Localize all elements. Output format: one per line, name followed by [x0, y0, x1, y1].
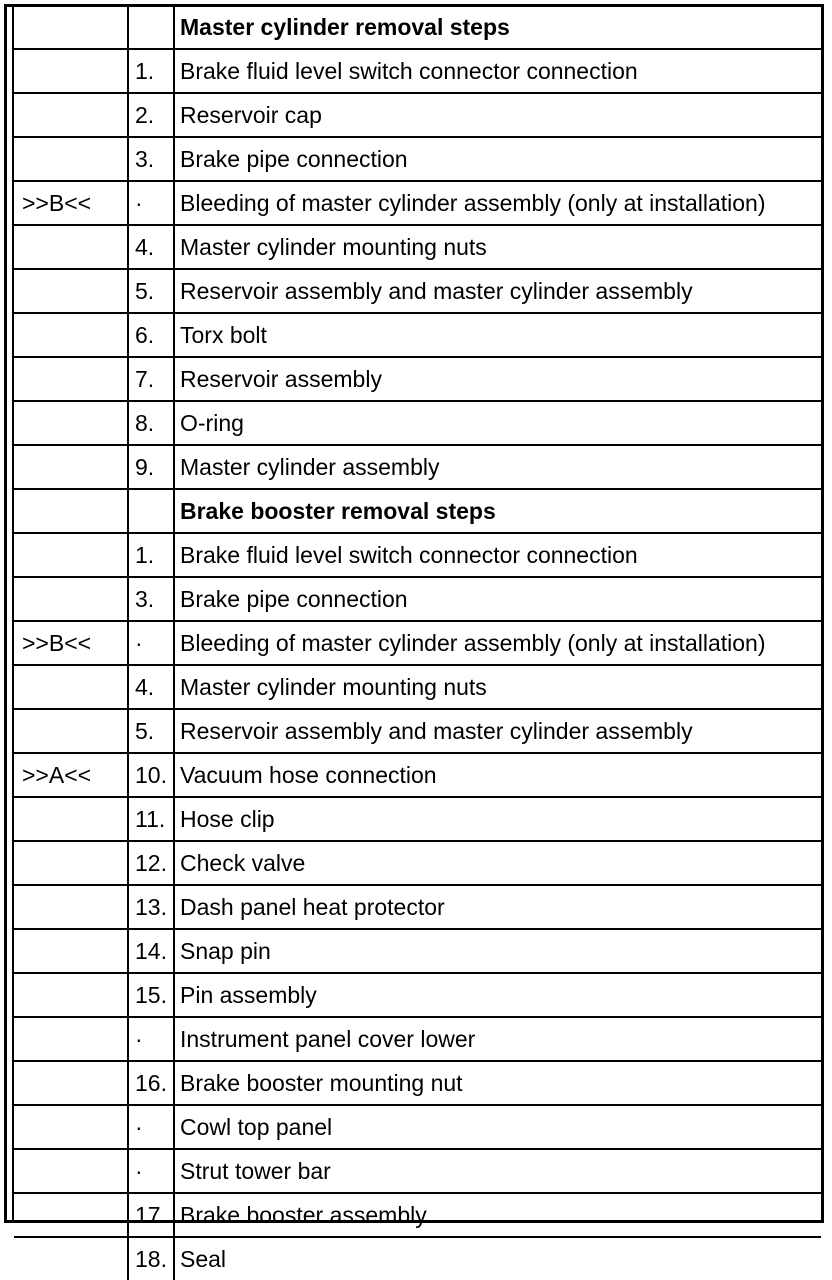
- step-description-cell: Check valve: [174, 841, 821, 885]
- table-row: [14, 357, 821, 401]
- step-number-cell: ·: [128, 181, 174, 225]
- step-description-cell: Pin assembly: [174, 973, 821, 1017]
- step-number-cell: 4.: [128, 665, 174, 709]
- reference-mark-cell: >>B<<: [14, 621, 128, 665]
- reference-mark-cell: [14, 489, 128, 533]
- table-row: [14, 269, 821, 313]
- table-row: [14, 1017, 821, 1061]
- step-description-cell: Master cylinder mounting nuts: [174, 665, 821, 709]
- step-description-cell: Instrument panel cover lower: [174, 1017, 821, 1061]
- step-description-cell: Brake pipe connection: [174, 577, 821, 621]
- step-description-cell: Hose clip: [174, 797, 821, 841]
- step-number-cell: 14.: [128, 929, 174, 973]
- reference-mark-cell: [14, 797, 128, 841]
- table-row: [14, 1105, 821, 1149]
- table-row: [14, 973, 821, 1017]
- reference-mark-cell: [14, 1061, 128, 1105]
- reference-mark-cell: [14, 533, 128, 577]
- reference-mark-cell: [14, 1105, 128, 1149]
- table-row: [14, 93, 821, 137]
- step-number-cell: 13.: [128, 885, 174, 929]
- table-row: [14, 1149, 821, 1193]
- table-row: [14, 313, 821, 357]
- reference-mark-cell: [14, 1149, 128, 1193]
- step-description-cell: Bleeding of master cylinder assembly (only at installation): [174, 621, 821, 665]
- reference-mark-cell: [14, 357, 128, 401]
- step-number-cell: [128, 489, 174, 533]
- reference-mark-cell: [14, 137, 128, 181]
- step-number-cell: ·: [128, 1105, 174, 1149]
- step-number-cell: 12.: [128, 841, 174, 885]
- table-row: [14, 709, 821, 753]
- reference-mark-cell: [14, 225, 128, 269]
- table-row: [14, 577, 821, 621]
- reference-mark-cell: [14, 1237, 128, 1280]
- reference-mark-cell: [14, 49, 128, 93]
- removal-steps-body: [14, 5, 821, 1280]
- reference-mark-cell: [14, 93, 128, 137]
- step-number-cell: 17.: [128, 1193, 174, 1237]
- table-row: [14, 1237, 821, 1280]
- step-number-cell: ·: [128, 1149, 174, 1193]
- reference-mark-cell: [14, 885, 128, 929]
- reference-mark-cell: [14, 1017, 128, 1061]
- step-number-cell: 16.: [128, 1061, 174, 1105]
- step-number-cell: 1.: [128, 533, 174, 577]
- reference-mark-cell: [14, 445, 128, 489]
- step-number-cell: ·: [128, 621, 174, 665]
- step-number-cell: 10.: [128, 753, 174, 797]
- step-description-cell: Strut tower bar: [174, 1149, 821, 1193]
- reference-mark-cell: [14, 269, 128, 313]
- step-description-cell: Brake fluid level switch connector connection: [174, 533, 821, 577]
- removal-steps-table: [14, 4, 821, 1280]
- step-description-cell: Seal: [180, 1245, 227, 1272]
- step-description-cell: Vacuum hose connection: [174, 753, 821, 797]
- reference-mark-cell: [14, 5, 128, 49]
- step-number-cell: 2.: [128, 93, 174, 137]
- table-row: [14, 753, 821, 797]
- table-row: [14, 137, 821, 181]
- step-description-cell: Reservoir assembly and master cylinder assembly: [174, 709, 821, 753]
- table-row: [14, 225, 821, 269]
- step-description-cell: Brake fluid level switch connector connection: [174, 49, 821, 93]
- reference-mark-cell: [14, 401, 128, 445]
- step-number-cell: 5.: [128, 269, 174, 313]
- table-row: [14, 1061, 821, 1105]
- step-description-cell: Brake booster assembly: [174, 1193, 821, 1237]
- table-row: [14, 929, 821, 973]
- table-row: [14, 621, 821, 665]
- step-description-cell: Brake pipe connection: [174, 137, 821, 181]
- reference-mark-cell: [14, 1193, 128, 1237]
- step-description-cell: Reservoir cap: [174, 93, 821, 137]
- section-heading-row: [14, 5, 821, 49]
- step-description-cell: Dash panel heat protector: [174, 885, 821, 929]
- table-row: [14, 885, 821, 929]
- step-description-cell: Master cylinder assembly: [174, 445, 821, 489]
- table-row: [14, 49, 821, 93]
- table-row: [14, 1193, 821, 1237]
- table-row: [14, 797, 821, 841]
- reference-mark-cell: [14, 577, 128, 621]
- reference-mark-cell: [14, 973, 128, 1017]
- table-row: [14, 401, 821, 445]
- step-number-cell: 3.: [128, 137, 174, 181]
- step-description-cell: O-ring: [174, 401, 821, 445]
- table-row: [14, 665, 821, 709]
- step-number-cell: 8.: [128, 401, 174, 445]
- step-description-cell: Reservoir assembly and master cylinder assembly: [174, 269, 821, 313]
- reference-mark-cell: [14, 929, 128, 973]
- reference-mark-cell: >>A<<: [14, 753, 128, 797]
- section-heading-cell: Master cylinder removal steps: [174, 5, 821, 49]
- step-description-cell: Torx bolt: [174, 313, 821, 357]
- step-number-cell: 9.: [128, 445, 174, 489]
- step-description-cell: Snap pin: [174, 929, 821, 973]
- reference-mark-cell: >>B<<: [14, 181, 128, 225]
- step-number-cell: 7.: [128, 357, 174, 401]
- step-description-cell: Reservoir assembly: [174, 357, 821, 401]
- step-number-cell: 1.: [128, 49, 174, 93]
- table-row: [14, 841, 821, 885]
- step-number-cell: ·: [128, 1017, 174, 1061]
- table-row: [14, 181, 821, 225]
- reference-mark-cell: [14, 841, 128, 885]
- reference-mark-cell: [14, 665, 128, 709]
- step-number-cell: 11.: [128, 797, 174, 841]
- step-number-cell: 15.: [128, 973, 174, 1017]
- step-number-cell: 6.: [128, 313, 174, 357]
- step-description-cell: Master cylinder mounting nuts: [174, 225, 821, 269]
- step-description-cell: Bleeding of master cylinder assembly (only at installation): [174, 181, 821, 225]
- section-heading-row: [14, 489, 821, 533]
- step-description-cell: Brake booster mounting nut: [174, 1061, 821, 1105]
- step-description-cell: Cowl top panel: [174, 1105, 821, 1149]
- step-number-cell: 3.: [128, 577, 174, 621]
- step-number-cell: 18.: [128, 1237, 174, 1280]
- table-row: [14, 533, 821, 577]
- section-heading-cell: Brake booster removal steps: [174, 489, 821, 533]
- step-number-cell: 5.: [128, 709, 174, 753]
- step-number-cell: [128, 5, 174, 49]
- reference-mark-cell: [14, 313, 128, 357]
- table-row: [14, 445, 821, 489]
- reference-mark-cell: [14, 709, 128, 753]
- step-number-cell: 4.: [128, 225, 174, 269]
